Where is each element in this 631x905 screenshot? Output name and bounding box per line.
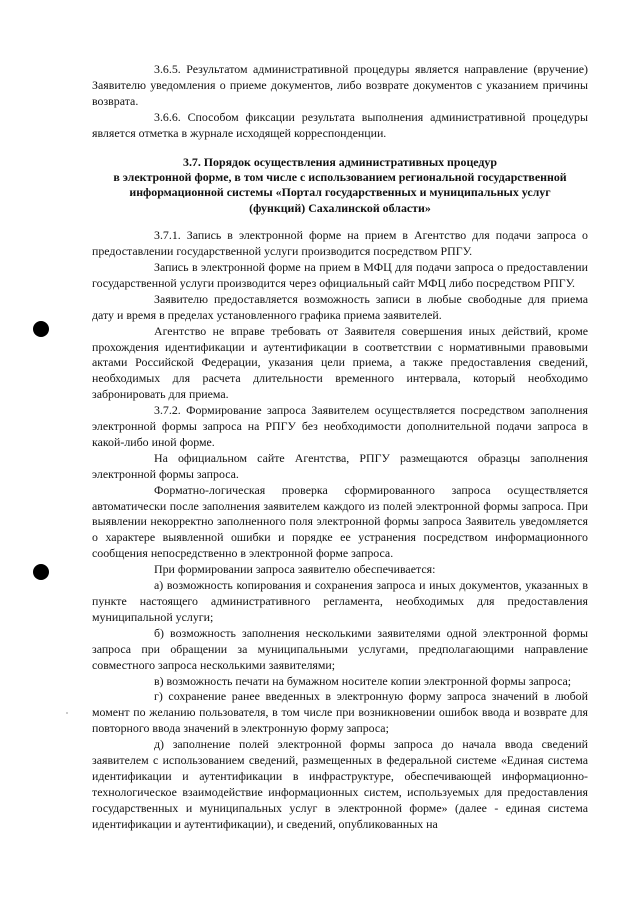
scan-speck — [66, 712, 68, 714]
paragraph-3-6-5: 3.6.5. Результатом административной процедуры является направление (вручение) Заявителю уведомления о приеме документов, либо возврате документов с указанием причины возврата. — [92, 62, 588, 108]
list-item-g: г) сохранение ранее введенных в электронную форму запроса значений в любой момент по желанию пользователя, в том числе при возникновении ошибок ввода и возврате для повторного ввода значений в электронную форму запроса; — [92, 689, 588, 736]
section-heading-3-7 — [92, 155, 588, 217]
paragraph-record-time: Заявителю предоставляется возможность записи в любые свободные для приема дату и время в пределах установленного графика приема заявителей. — [92, 291, 588, 322]
list-item-b: б) возможность заполнения несколькими заявителями одной электронной формы запроса при обращении за муниципальными услугами, предполагающими направление совместного запроса несколькими заявителями; — [92, 625, 588, 672]
list-item-v: в) возможность печати на бумажном носителе копии электронной формы запроса; — [154, 673, 572, 688]
heading-line: (функций) Сахалинской области» — [249, 200, 431, 215]
document-body — [92, 62, 588, 833]
paragraph-3-6-6: 3.6.6. Способом фиксации результата выполнения административной процедуры является отметка в журнале исходящей корреспонденции. — [92, 109, 588, 140]
paragraph-format-check: Форматно-логическая проверка сформированного запроса осуществляется автоматически после заполнения заявителем каждого из полей электронной формы запроса. При выявлении некорректно заполненного поля электронной формы запроса Заявитель уведомляется о характере выявленной ошибки и порядке ее устранения посредством информационного сообщения непосредственно в электронной форме запроса. — [92, 482, 588, 561]
heading-line: в электронной форме, в том числе с использованием региональной государственной — [113, 169, 567, 184]
punch-hole-mark — [33, 321, 49, 337]
paragraph-samples: На официальном сайте Агентства, РПГУ размещаются образцы заполнения электронной формы запроса. — [92, 450, 588, 481]
list-item-d: д) заполнение полей электронной формы запроса до начала ввода сведений заявителем с использованием сведений, размещенных в федеральной системе «Единая система идентификации и аутентификации в инфраструктуре, обеспечивающей информационно-технологическое взаимодействие информационных систем, используемых для предоставления государственных и муниципальных услуг в электронной форме» (далее - единая система идентификации и аутентификации), и сведений, опубликованных на — [92, 737, 588, 831]
paragraph-agency-restrictions: Агентство не вправе требовать от Заявителя совершения иных действий, кроме прохождения идентификации и аутентификации в соответствии с нормативными правовыми актами Российской Федерации, указания цели приема, а также предоставления сведений, необходимых для расчета длительности временного интервала, который необходимо забронировать для приема. — [92, 323, 588, 402]
paragraph-3-7-2: 3.7.2. Формирование запроса Заявителем осуществляется посредством заполнения электронной формы запроса на РПГУ без необходимости дополнительной подачи запроса в какой-либо иной форме. — [92, 403, 588, 449]
punch-hole-mark — [33, 564, 49, 580]
paragraph-mfc-record: Запись в электронной форме на прием в МФЦ для подачи запроса о предоставлении государственной услуги производится через официальный сайт МФЦ либо посредством РПГУ. — [92, 259, 588, 290]
paragraph-3-7-1: 3.7.1. Запись в электронной форме на прием в Агентство для подачи запроса о предоставлении государственной услуги производится посредством РПГУ. — [92, 228, 588, 259]
paragraph-provided-intro: При формировании запроса заявителю обеспечивается: — [154, 562, 436, 577]
heading-line: информационной системы «Портал государственных и муниципальных услуг — [129, 185, 551, 200]
list-item-a: а) возможность копирования и сохранения запроса и иных документов, указанных в пункте настоящего административного регламента, необходимых для предоставления муниципальной услуги; — [92, 578, 588, 624]
heading-line: 3.7. Порядок осуществления административных процедур — [183, 154, 497, 169]
